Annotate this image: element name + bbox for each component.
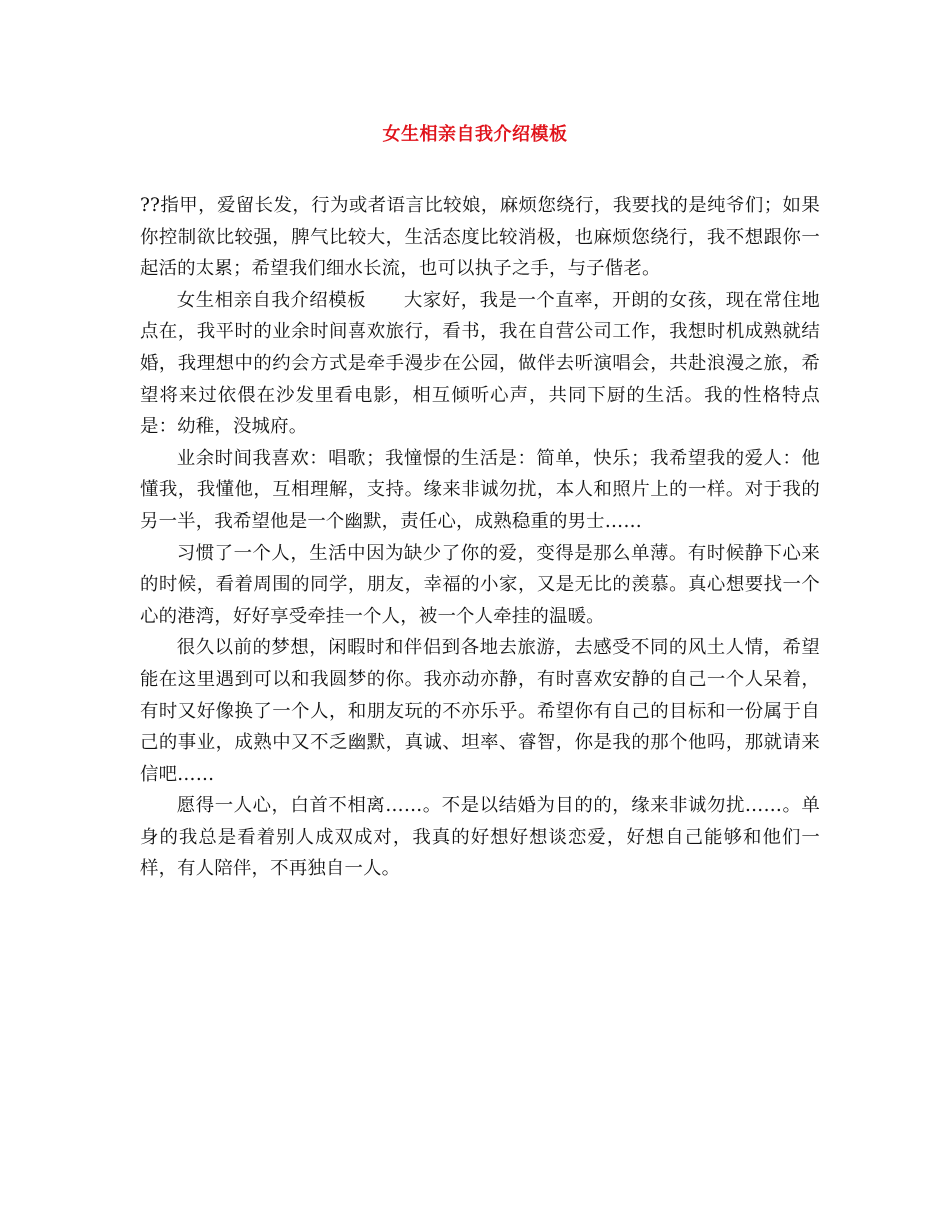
paragraph-3: 业余时间我喜欢：唱歌；我憧憬的生活是：简单，快乐；我希望我的爱人：他懂我，我懂他，互相理解，支持。缘来非诚勿扰，本人和照片上的一样。对于我的另一半，我希望他是一个幽默，责任心，成熟稳重的男士…… <box>140 447 820 532</box>
paragraph-1: ??指甲，爱留长发，行为或者语言比较娘，麻烦您绕行，我要找的是纯爷们；如果你控制欲比较强，脾气比较大，生活态度比较消极，也麻烦您绕行，我不想跟你一起活的太累；希望我们细水长流，也可以执子之手，与子偕老。 <box>140 195 820 280</box>
document-title: 女生相亲自我介绍模板 <box>382 124 568 145</box>
document-body <box>140 190 820 885</box>
paragraph-4: 习惯了一个人，生活中因为缺少了你的爱，变得是那么单薄。有时候静下心来的时候，看着周围的同学，朋友，幸福的小家，又是无比的羡慕。真心想要找一个心的港湾，好好享受牵挂一个人，被一个人牵挂的温暖。 <box>140 542 820 627</box>
paragraph-5: 很久以前的梦想，闲暇时和伴侣到各地去旅游，去感受不同的风土人情，希望能在这里遇到可以和我圆梦的你。我亦动亦静，有时喜欢安静的自己一个人呆着，有时又好像换了一个人，和朋友玩的不亦乐乎。希望你有自己的目标和一份属于自己的事业，成熟中又不乏幽默，真诚、坦率、睿智，你是我的那个他吗，那就请来信吧…… <box>140 637 820 785</box>
paragraph-2: 女生相亲自我介绍模板 大家好，我是一个直率，开朗的女孩，现在常住地点在，我平时的业余时间喜欢旅行，看书，我在自营公司工作，我想时机成熟就结婚，我理想中的约会方式是牵手漫步在公园，做伴去听演唱会，共赴浪漫之旅，希望将来过依偎在沙发里看电影，相互倾听心声，共同下厨的生活。我的性格特点是：幼稚，没城府。 <box>140 289 820 438</box>
paragraph-6: 愿得一人心，白首不相离……。不是以结婚为目的的，缘来非诚勿扰……。单身的我总是看着别人成双成对，我真的好想好想谈恋爱，好想自己能够和他们一样，有人陪伴，不再独自一人。 <box>140 795 820 880</box>
